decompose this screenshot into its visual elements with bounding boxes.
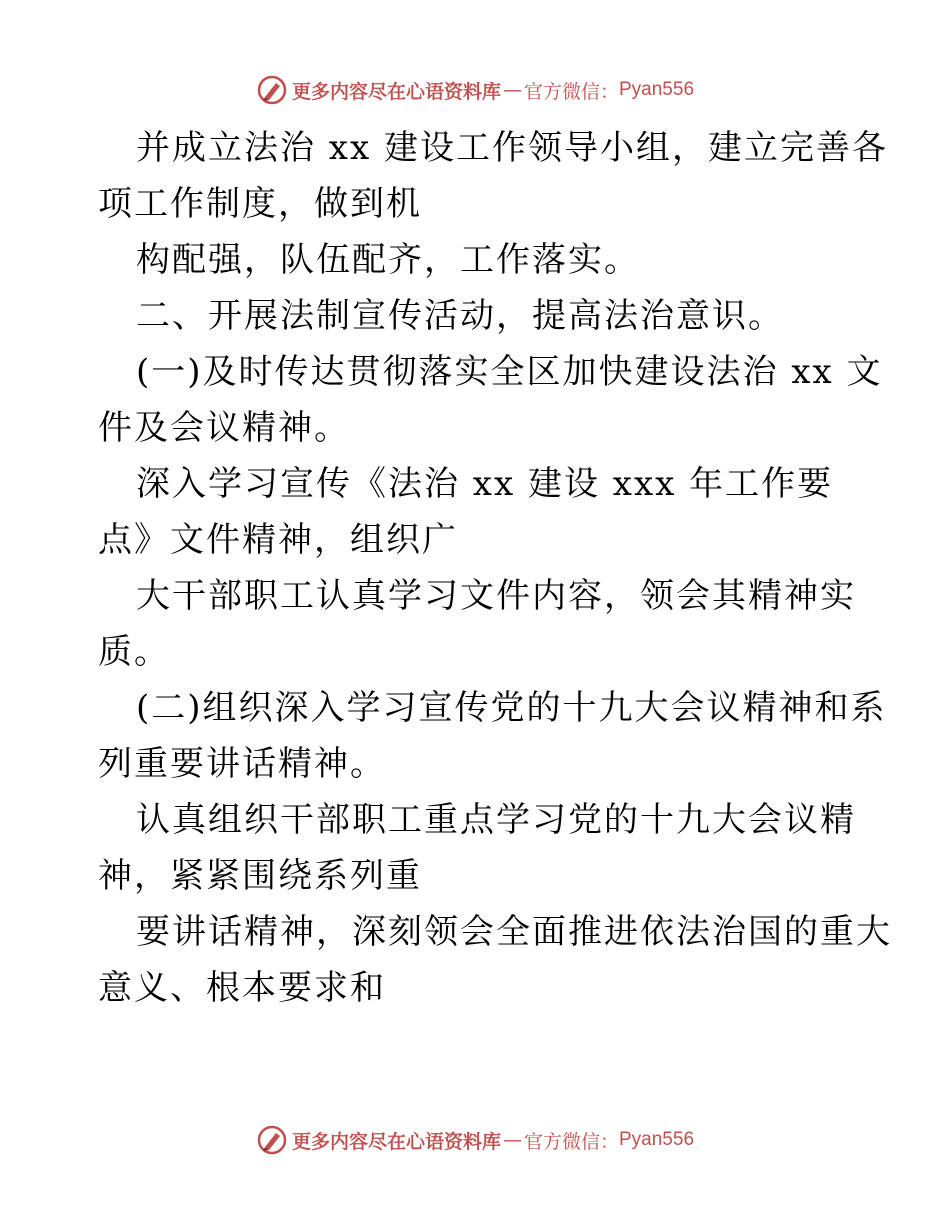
body-line: 构配强，队伍配齐，工作落实。 (136, 240, 640, 280)
footer-official-label: 官方微信： (523, 1130, 619, 1153)
body-line: 件及会议精神。 (98, 408, 350, 448)
body-line: 大干部职工认真学习文件内容，领会其精神实 (136, 576, 856, 616)
header-site-name: 更多内容尽在心语资料库 (291, 80, 501, 103)
body-line: 二、开展法制宣传活动，提高法治意识。 (136, 296, 784, 336)
footer-separator: — (502, 1129, 522, 1151)
body-line: 并成立法治 xx 建设工作领导小组，建立完善各 (136, 128, 888, 168)
header-official-label: 官方微信： (523, 80, 619, 103)
body-line: 点》文件精神，组织广 (98, 520, 458, 560)
body-line: 意义、根本要求和 (98, 968, 386, 1008)
body-line: 列重要讲话精神。 (98, 744, 386, 784)
body-line: (二)组织深入学习宣传党的十九大会议精神和系 (136, 688, 887, 728)
document-body (98, 120, 892, 1016)
header-banner (0, 70, 950, 110)
body-line: 质。 (98, 632, 170, 672)
body-line: 要讲话精神，深刻领会全面推进依法治国的重大 (136, 912, 892, 952)
footer-site-name: 更多内容尽在心语资料库 (291, 1130, 501, 1153)
body-line: 认真组织干部职工重点学习党的十九大会议精 (136, 800, 856, 840)
body-line: (一)及时传达贯彻落实全区加快建设法治 xx 文 (136, 352, 883, 392)
footer-banner (0, 1120, 950, 1160)
pen-logo-icon (256, 74, 288, 106)
body-line: 神，紧紧围绕系列重 (98, 856, 422, 896)
body-line: 项工作制度，做到机 (98, 184, 422, 224)
body-line: 深入学习宣传《法治 xx 建设 xxx 年工作要 (136, 464, 834, 504)
header-separator: — (502, 79, 522, 101)
footer-handle: Pyan556 (619, 1129, 695, 1150)
pen-logo-icon (256, 1124, 288, 1156)
header-handle: Pyan556 (619, 79, 695, 100)
